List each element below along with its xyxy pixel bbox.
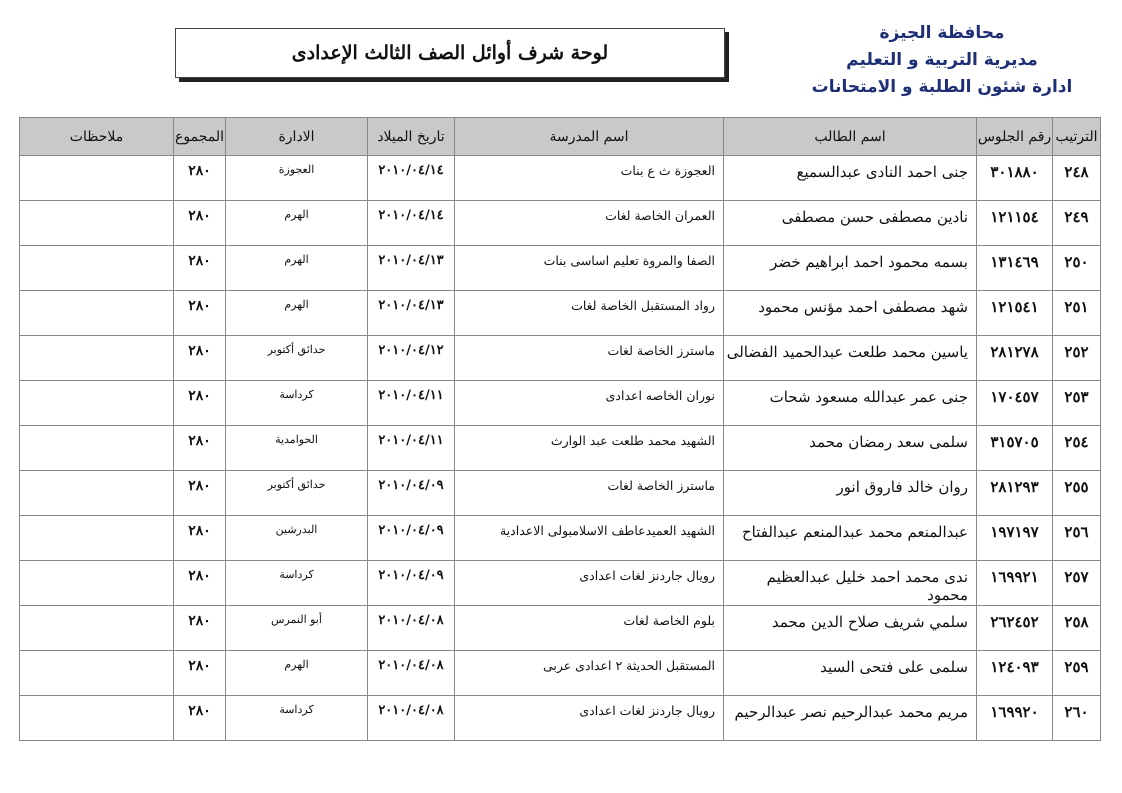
- table-row: [20, 156, 1101, 201]
- cell-rank: ٢٥١: [1053, 291, 1101, 336]
- cell-birth-date: ٢٠١٠/٠٤/١١: [368, 381, 455, 426]
- cell-rank: ٢٤٩: [1053, 201, 1101, 246]
- cell-rank: ٢٦٠: [1053, 696, 1101, 741]
- cell-birth-date: ٢٠١٠/٠٤/٠٩: [368, 516, 455, 561]
- cell-total: ٢٨٠: [174, 516, 226, 561]
- cell-student-name: نادين مصطفى حسن مصطفى: [724, 201, 977, 246]
- cell-total: ٢٨٠: [174, 201, 226, 246]
- cell-total: ٢٨٠: [174, 246, 226, 291]
- org-header: [792, 20, 1092, 101]
- cell-rank: ٢٥٦: [1053, 516, 1101, 561]
- cell-student-name: سلمي شريف صلاح الدين محمد: [724, 606, 977, 651]
- table-header-row: [20, 118, 1101, 156]
- cell-rank: ٢٥٥: [1053, 471, 1101, 516]
- cell-school: رواد المستقبل الخاصة لغات: [455, 291, 724, 336]
- cell-administration: كرداسة: [226, 561, 368, 606]
- cell-notes: [20, 336, 174, 381]
- honor-roll-table: [19, 117, 1101, 741]
- cell-school: ماسترز الخاصة لغات: [455, 471, 724, 516]
- cell-total: ٢٨٠: [174, 336, 226, 381]
- cell-rank: ٢٥٠: [1053, 246, 1101, 291]
- cell-administration: الهرم: [226, 651, 368, 696]
- cell-administration: حدائق أكتوبر: [226, 336, 368, 381]
- col-header-rank: الترتيب: [1053, 118, 1101, 156]
- col-header-notes: ملاحظات: [20, 118, 174, 156]
- col-header-name: اسم الطالب: [724, 118, 977, 156]
- col-header-school: اسم المدرسة: [455, 118, 724, 156]
- cell-birth-date: ٢٠١٠/٠٤/٠٨: [368, 606, 455, 651]
- cell-student-name: عبدالمنعم محمد عبدالمنعم عبدالفتاح: [724, 516, 977, 561]
- page-title: لوحة شرف أوائل الصف الثالث الإعدادى: [291, 42, 609, 64]
- cell-birth-date: ٢٠١٠/٠٤/٠٩: [368, 471, 455, 516]
- cell-administration: العجوزة: [226, 156, 368, 201]
- cell-rank: ٢٥٧: [1053, 561, 1101, 606]
- cell-rank: ٢٥٩: [1053, 651, 1101, 696]
- cell-student-name: جنى عمر عبدالله مسعود شحات: [724, 381, 977, 426]
- cell-total: ٢٨٠: [174, 381, 226, 426]
- cell-seat-number: ١٢١٥٤١: [977, 291, 1053, 336]
- cell-seat-number: ١٧٠٤٥٧: [977, 381, 1053, 426]
- cell-student-name: روان خالد فاروق انور: [724, 471, 977, 516]
- cell-seat-number: ٢٦٢٤٥٢: [977, 606, 1053, 651]
- cell-notes: [20, 606, 174, 651]
- col-header-total: المجموع: [174, 118, 226, 156]
- cell-seat-number: ١٢٤٠٩٣: [977, 651, 1053, 696]
- cell-seat-number: ١٣١٤٦٩: [977, 246, 1053, 291]
- cell-birth-date: ٢٠١٠/٠٤/٠٨: [368, 696, 455, 741]
- cell-notes: [20, 426, 174, 471]
- cell-student-name: ندى محمد احمد خليل عبدالعظيم محمود: [724, 561, 977, 606]
- cell-school: نوران الخاصه اعدادى: [455, 381, 724, 426]
- cell-school: رويال جاردنز لغات اعدادى: [455, 561, 724, 606]
- table-row: [20, 246, 1101, 291]
- table-row: [20, 651, 1101, 696]
- cell-seat-number: ١٦٩٩٢٠: [977, 696, 1053, 741]
- cell-birth-date: ٢٠١٠/٠٤/١١: [368, 426, 455, 471]
- table-row: [20, 381, 1101, 426]
- cell-administration: الحوامدية: [226, 426, 368, 471]
- table-row: [20, 336, 1101, 381]
- cell-seat-number: ٢٨١٢٩٣: [977, 471, 1053, 516]
- cell-notes: [20, 246, 174, 291]
- cell-administration: الهرم: [226, 291, 368, 336]
- cell-birth-date: ٢٠١٠/٠٤/١٣: [368, 246, 455, 291]
- col-header-admin: الادارة: [226, 118, 368, 156]
- cell-notes: [20, 651, 174, 696]
- cell-administration: الهرم: [226, 201, 368, 246]
- table-row: [20, 291, 1101, 336]
- cell-student-name: شهد مصطفى احمد مؤنس محمود: [724, 291, 977, 336]
- cell-student-name: سلمى سعد رمضان محمد: [724, 426, 977, 471]
- cell-total: ٢٨٠: [174, 696, 226, 741]
- table-row: [20, 426, 1101, 471]
- cell-student-name: جنى احمد النادى عبدالسميع: [724, 156, 977, 201]
- cell-student-name: بسمه محمود احمد ابراهيم خضر: [724, 246, 977, 291]
- cell-student-name: سلمى على فتحى السيد: [724, 651, 977, 696]
- cell-seat-number: ٣٠١٨٨٠: [977, 156, 1053, 201]
- cell-administration: كرداسة: [226, 381, 368, 426]
- cell-school: الصفا والمروة تعليم اساسى بنات: [455, 246, 724, 291]
- cell-total: ٢٨٠: [174, 561, 226, 606]
- cell-total: ٢٨٠: [174, 291, 226, 336]
- cell-birth-date: ٢٠١٠/٠٤/٠٨: [368, 651, 455, 696]
- cell-seat-number: ١٢١١٥٤: [977, 201, 1053, 246]
- directorate-name: مديرية التربية و التعليم: [846, 50, 1038, 70]
- table-row: [20, 696, 1101, 741]
- col-header-dob: تاريخ الميلاد: [368, 118, 455, 156]
- cell-school: ماسترز الخاصة لغات: [455, 336, 724, 381]
- cell-seat-number: ١٦٩٩٢١: [977, 561, 1053, 606]
- cell-school: العمران الخاصة لغات: [455, 201, 724, 246]
- cell-notes: [20, 561, 174, 606]
- cell-school: الشهيد العميدعاطف الاسلامبولى الاعدادية: [455, 516, 724, 561]
- cell-birth-date: ٢٠١٠/٠٤/١٢: [368, 336, 455, 381]
- cell-administration: حدائق أكتوبر: [226, 471, 368, 516]
- cell-total: ٢٨٠: [174, 651, 226, 696]
- cell-administration: البدرشين: [226, 516, 368, 561]
- cell-notes: [20, 156, 174, 201]
- cell-school: بلوم الخاصة لغات: [455, 606, 724, 651]
- cell-seat-number: ١٩٧١٩٧: [977, 516, 1053, 561]
- cell-school: المستقبل الحديثة ٢ اعدادى عربى: [455, 651, 724, 696]
- cell-birth-date: ٢٠١٠/٠٤/١٤: [368, 156, 455, 201]
- cell-notes: [20, 291, 174, 336]
- table-row: [20, 606, 1101, 651]
- cell-rank: ٢٤٨: [1053, 156, 1101, 201]
- cell-student-name: ياسين محمد طلعت عبدالحميد الفضالى: [724, 336, 977, 381]
- cell-total: ٢٨٠: [174, 471, 226, 516]
- table-body: [20, 156, 1101, 741]
- cell-rank: ٢٥٤: [1053, 426, 1101, 471]
- cell-total: ٢٨٠: [174, 606, 226, 651]
- cell-notes: [20, 471, 174, 516]
- governorate-name: محافظة الجيزة: [879, 23, 1005, 43]
- cell-notes: [20, 696, 174, 741]
- cell-seat-number: ٢٨١٢٧٨: [977, 336, 1053, 381]
- page-title-box: [175, 28, 725, 78]
- cell-birth-date: ٢٠١٠/٠٤/١٤: [368, 201, 455, 246]
- cell-school: العجوزة ث ع بنات: [455, 156, 724, 201]
- cell-administration: أبو النمرس: [226, 606, 368, 651]
- cell-total: ٢٨٠: [174, 156, 226, 201]
- cell-rank: ٢٥٣: [1053, 381, 1101, 426]
- cell-school: الشهيد محمد طلعت عبد الوارث: [455, 426, 724, 471]
- cell-rank: ٢٥٨: [1053, 606, 1101, 651]
- cell-administration: الهرم: [226, 246, 368, 291]
- table-row: [20, 561, 1101, 606]
- cell-seat-number: ٣١٥٧٠٥: [977, 426, 1053, 471]
- table-row: [20, 471, 1101, 516]
- cell-total: ٢٨٠: [174, 426, 226, 471]
- cell-student-name: مريم محمد عبدالرحيم نصر عبدالرحيم: [724, 696, 977, 741]
- cell-rank: ٢٥٢: [1053, 336, 1101, 381]
- table-row: [20, 516, 1101, 561]
- cell-notes: [20, 381, 174, 426]
- col-header-seat: رقم الجلوس: [977, 118, 1053, 156]
- cell-notes: [20, 201, 174, 246]
- table-row: [20, 201, 1101, 246]
- cell-birth-date: ٢٠١٠/٠٤/١٣: [368, 291, 455, 336]
- cell-birth-date: ٢٠١٠/٠٤/٠٩: [368, 561, 455, 606]
- department-name: ادارة شئون الطلبة و الامتحانات: [811, 77, 1073, 97]
- cell-school: رويال جاردنز لغات اعدادى: [455, 696, 724, 741]
- cell-notes: [20, 516, 174, 561]
- cell-administration: كرداسة: [226, 696, 368, 741]
